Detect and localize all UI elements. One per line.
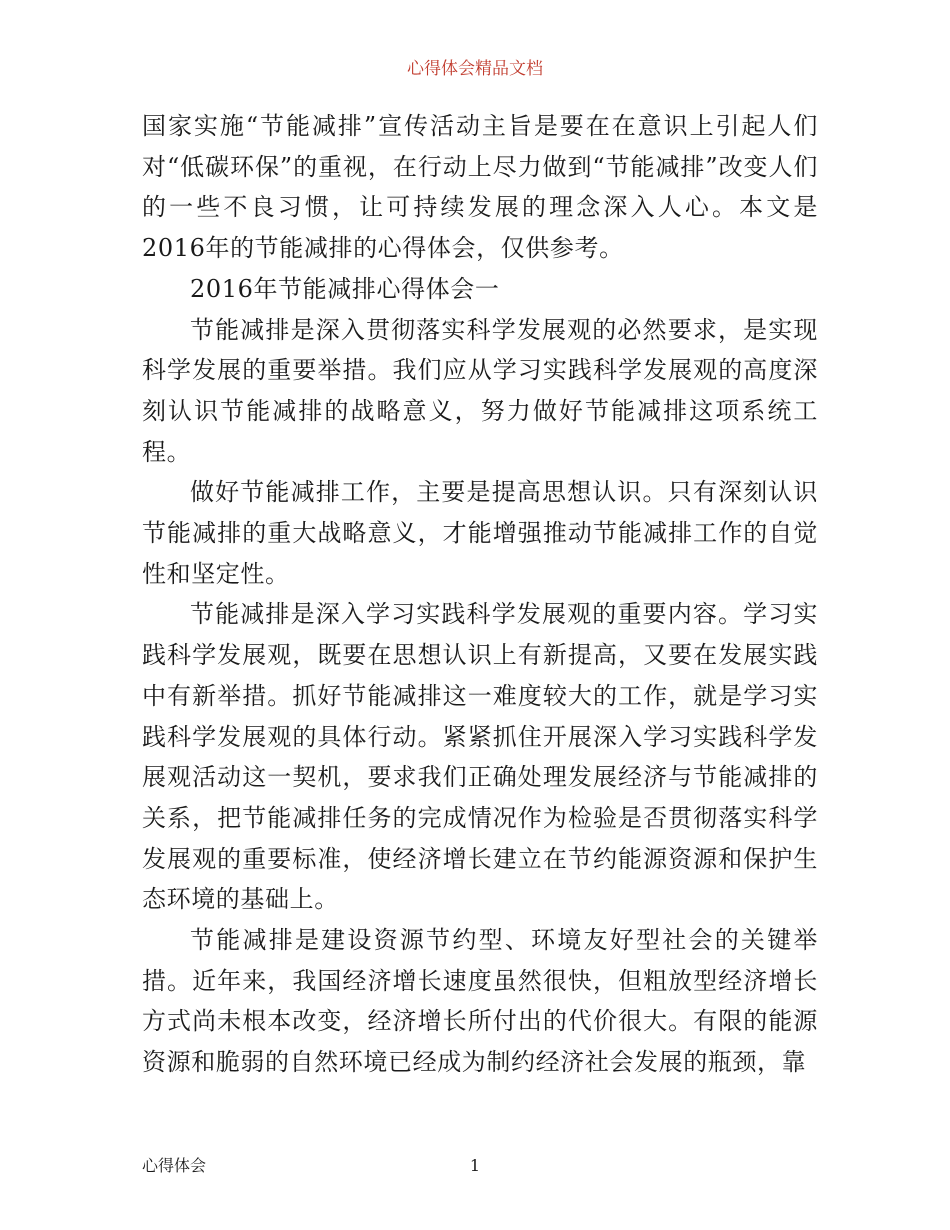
- intro-paragraph: 国家实施“节能减排”宣传活动主旨是要在在意识上引起人们对“低碳环保”的重视，在行动上尽力做到“节能减排”改变人们的一些不良习惯，让可持续发展的理念深入人心。本文是2016年的节能减排的心得体会，仅供参考。: [142, 112, 818, 263]
- body-paragraph: 节能减排是深入贯彻落实科学发展观的必然要求，是实现科学发展的重要举措。我们应从学习实践科学发展观的高度深刻认识节能减排的战略意义，努力做好节能减排这项系统工程。: [142, 315, 818, 466]
- page-header: 心得体会精品文档: [407, 59, 543, 79]
- page-number: 1: [469, 1156, 481, 1175]
- footer-label: 心得体会: [142, 1156, 207, 1175]
- section-heading: 2016年节能减排心得体会一: [190, 274, 500, 303]
- document-body: [142, 106, 818, 1083]
- body-paragraph: 节能减排是深入学习实践科学发展观的重要内容。学习实践科学发展观，既要在思想认识上有新提高，又要在发展实践中有新举措。抓好节能减排这一难度较大的工作，就是学习实践科学发展观的具体行动。紧紧抓住开展深入学习实践科学发展观活动这一契机，要求我们正确处理发展经济与节能减排的关系，把节能减排任务的完成情况作为检验是否贯彻落实科学发展观的重要标准，使经济增长建立在节约能源资源和保护生态环境的基础上。: [142, 600, 818, 914]
- body-paragraph: 节能减排是建设资源节约型、环境友好型社会的关键举措。近年来，我国经济增长速度虽然很快，但粗放型经济增长方式尚未根本改变，经济增长所付出的代价很大。有限的能源资源和脆弱的自然环境已经成为制约经济社会发展的瓶颈，靠: [142, 926, 818, 1077]
- body-paragraph: 做好节能减排工作，主要是提高思想认识。只有深刻认识节能减排的重大战略意义，才能增强推动节能减排工作的自觉性和坚定性。: [142, 478, 818, 588]
